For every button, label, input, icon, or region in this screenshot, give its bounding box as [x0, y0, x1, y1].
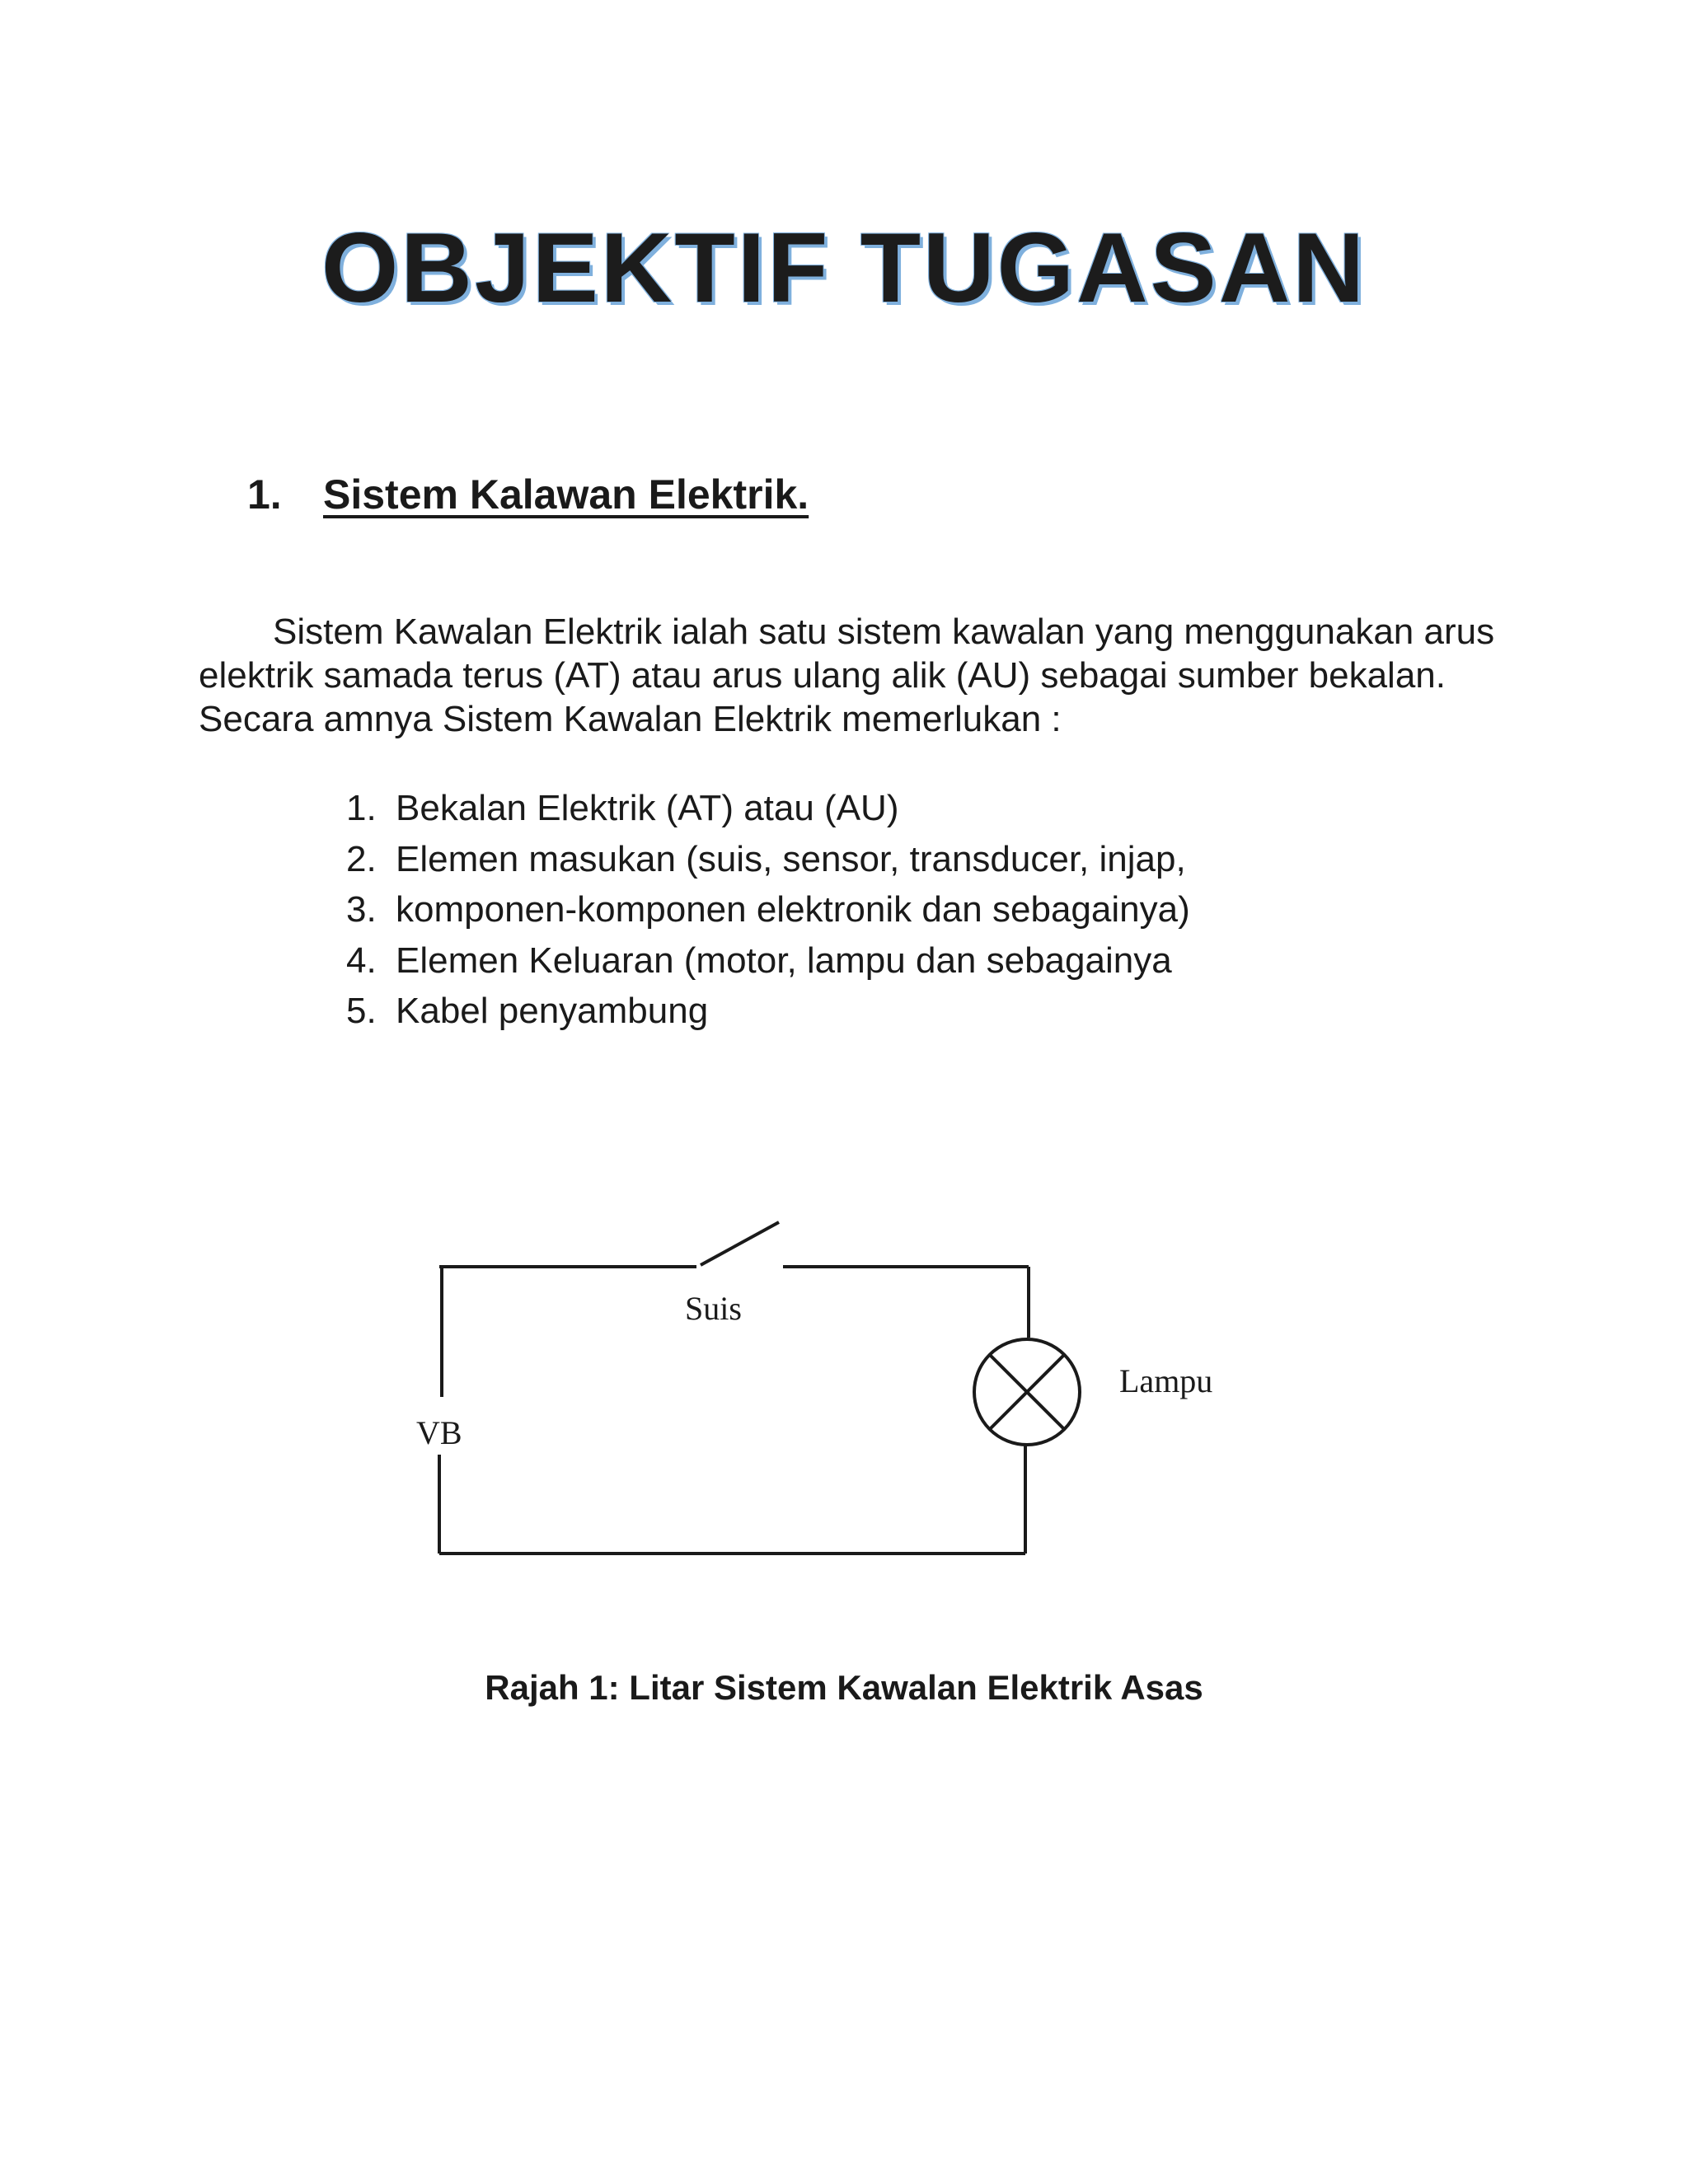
- section-number: 1.: [247, 471, 282, 518]
- list-item-number: 3.: [346, 889, 377, 930]
- list-item-number: 2.: [346, 838, 377, 879]
- section-heading: [247, 466, 809, 523]
- list-item-text: Kabel penyambung: [396, 991, 709, 1031]
- switch-icon: [701, 1222, 779, 1265]
- list-item-text: Bekalan Elektrik (AT) atau (AU): [396, 788, 899, 828]
- list-item-number: 4.: [346, 940, 377, 981]
- lamp-icon: [974, 1339, 1080, 1445]
- figure-caption: Rajah 1: Litar Sistem Kawalan Elektrik Asas: [485, 1668, 1203, 1707]
- list-item: [346, 884, 1418, 935]
- list-item: [346, 834, 1418, 885]
- list-item: [346, 986, 1418, 1037]
- supply-label: VB: [416, 1414, 462, 1451]
- lamp-label: Lampu: [1119, 1362, 1213, 1399]
- page-title: OBJEKTIF TUGASAN: [321, 213, 1367, 323]
- list-item-number: 5.: [346, 991, 377, 1031]
- intro-paragraph: Sistem Kawalan Elektrik ialah satu sistem kawalan yang menggunakan arus elektrik samada terus (AT) atau arus ulang alik (AU) sebagai sumber bekalan. Secara amnya Sistem Kawalan Elektrik memerlukan :: [199, 612, 1495, 739]
- switch-label: Suis: [685, 1290, 742, 1327]
- list-item-text: komponen-komponen elektronik dan sebagainya): [396, 889, 1190, 930]
- list-item-text: Elemen Keluaran (motor, lampu dan sebagainya: [396, 940, 1172, 981]
- requirements-list: [346, 783, 1418, 1037]
- list-item-number: 1.: [346, 788, 377, 828]
- list-item: [346, 935, 1418, 987]
- section-heading-text: Sistem Kalawan Elektrik.: [323, 471, 809, 518]
- list-item-text: Elemen masukan (suis, sensor, transducer, injap,: [396, 838, 1186, 879]
- list-item: [346, 783, 1418, 834]
